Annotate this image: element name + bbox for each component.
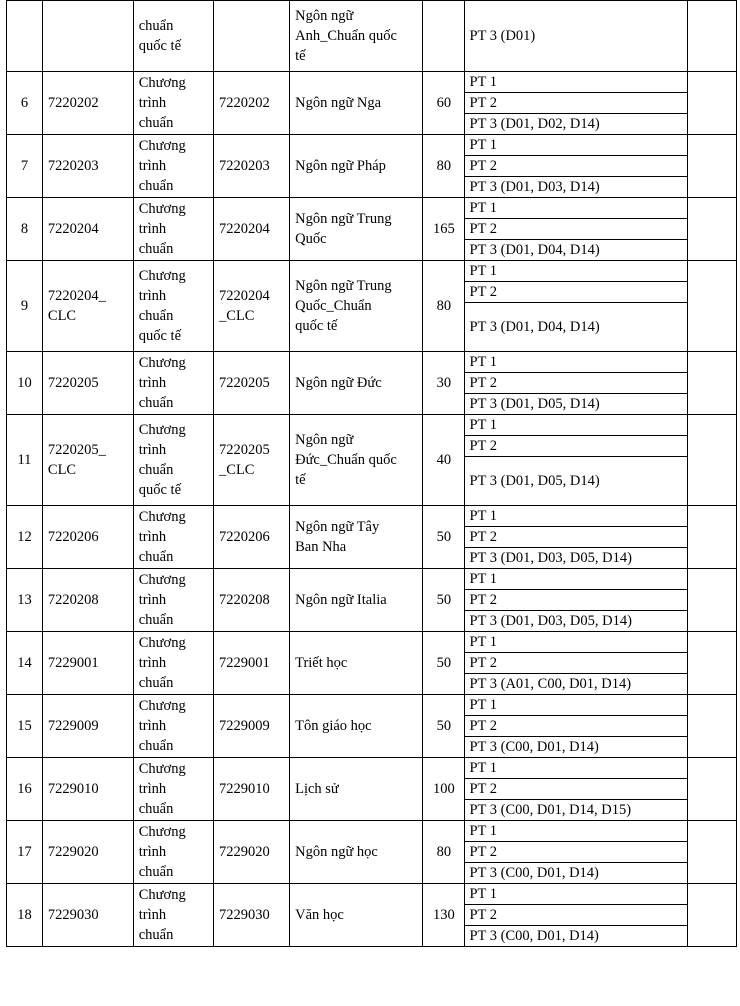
admission-code: 7229020 — [42, 821, 133, 884]
program-line: Chương — [138, 887, 186, 903]
admission-code: 7229030 — [42, 884, 133, 947]
major-name-line: Ngôn ngữ — [295, 8, 354, 24]
program-line: trình — [138, 655, 167, 671]
row-number: 17 — [7, 821, 43, 884]
program-type — [133, 758, 213, 821]
admission-method: PT 2 — [465, 842, 688, 863]
empty-cell — [688, 415, 737, 506]
program-type — [133, 198, 213, 261]
major-name — [290, 506, 423, 569]
program-line: Chương — [138, 355, 186, 371]
program-type — [133, 72, 213, 135]
admission-method: PT 1 — [465, 695, 688, 716]
major-name-line: Lịch sử — [295, 781, 339, 797]
admission-method: PT 1 — [465, 415, 688, 436]
major-code: 7229009 — [214, 695, 290, 758]
admission-method: PT 3 (D01, D05, D14) — [465, 394, 688, 415]
table-row — [7, 569, 737, 590]
row-number: 6 — [7, 72, 43, 135]
program-type — [133, 261, 213, 352]
admission-method: PT 3 (C00, D01, D14) — [465, 863, 688, 884]
admission-method: PT 2 — [465, 373, 688, 394]
program-type — [133, 1, 213, 72]
table-row — [7, 758, 737, 779]
row-number: 16 — [7, 758, 43, 821]
program-line: chuẩn — [138, 801, 174, 817]
program-line: trình — [138, 288, 167, 304]
program-line: Chương — [138, 75, 186, 91]
program-line: chuẩn — [138, 178, 174, 194]
quota: 50 — [423, 506, 465, 569]
program-line: chuẩn — [138, 738, 174, 754]
table-row — [7, 821, 737, 842]
admission-code: 7229001 — [42, 632, 133, 695]
program-line: trình — [138, 529, 167, 545]
major-code: 7229020 — [214, 821, 290, 884]
major-name-line: quốc tế — [295, 318, 338, 334]
admission-table — [6, 0, 737, 947]
empty-cell — [688, 632, 737, 695]
admission-code: 7220205 — [42, 352, 133, 415]
major-name-line: Ngôn ngữ Trung — [295, 211, 392, 227]
major-code: 7220208 — [214, 569, 290, 632]
row-number: 9 — [7, 261, 43, 352]
row-number: 12 — [7, 506, 43, 569]
major-name-line: Văn học — [295, 907, 344, 923]
quota: 80 — [423, 135, 465, 198]
admission-method: PT 1 — [465, 352, 688, 373]
major-name — [290, 569, 423, 632]
empty-cell — [688, 884, 737, 947]
empty-cell — [688, 261, 737, 352]
program-line: chuẩn — [138, 308, 174, 324]
admission-method: PT 2 — [465, 905, 688, 926]
quota: 130 — [423, 884, 465, 947]
quota: 30 — [423, 352, 465, 415]
major-code: 7220206 — [214, 506, 290, 569]
admission-method: PT 2 — [465, 282, 688, 303]
empty-cell — [688, 758, 737, 821]
quota: 50 — [423, 695, 465, 758]
table-row — [7, 352, 737, 373]
major-code: 7220204 — [214, 198, 290, 261]
admission-method: PT 1 — [465, 758, 688, 779]
program-line: Chương — [138, 138, 186, 154]
empty-cell — [688, 72, 737, 135]
admission-code: 7220204_ CLC — [42, 261, 133, 352]
major-name — [290, 695, 423, 758]
program-type — [133, 884, 213, 947]
admission-method: PT 3 (D01, D02, D14) — [465, 114, 688, 135]
admission-method: PT 1 — [465, 821, 688, 842]
quota: 40 — [423, 415, 465, 506]
row-number: 14 — [7, 632, 43, 695]
major-name — [290, 632, 423, 695]
empty-cell — [688, 135, 737, 198]
quota — [423, 1, 465, 72]
empty-cell — [688, 352, 737, 415]
major-name-line: tế — [295, 48, 306, 64]
table-row — [7, 632, 737, 653]
program-line: chuẩn — [138, 462, 174, 478]
major-name-line: Quốc — [295, 231, 327, 247]
empty-cell — [688, 821, 737, 884]
program-type — [133, 506, 213, 569]
admission-method: PT 3 (A01, C00, D01, D14) — [465, 674, 688, 695]
major-name-line: Ngôn ngữ — [295, 432, 354, 448]
admission-method: PT 1 — [465, 135, 688, 156]
program-line: Chương — [138, 268, 186, 284]
program-line: chuẩn — [138, 115, 174, 131]
quota: 60 — [423, 72, 465, 135]
program-line: quốc tế — [138, 38, 182, 54]
admission-code: 7220208 — [42, 569, 133, 632]
empty-cell — [688, 198, 737, 261]
major-code: 7220203 — [214, 135, 290, 198]
table-row — [7, 198, 737, 219]
program-type — [133, 569, 213, 632]
row-number — [7, 1, 43, 72]
program-line: Chương — [138, 422, 186, 438]
row-number: 7 — [7, 135, 43, 198]
admission-code — [42, 1, 133, 72]
program-line: chuẩn — [138, 241, 174, 257]
admission-method: PT 2 — [465, 156, 688, 177]
table-row — [7, 884, 737, 905]
row-number: 11 — [7, 415, 43, 506]
major-code: 7220205 — [214, 352, 290, 415]
empty-cell — [688, 695, 737, 758]
major-name-line: Ngôn ngữ Đức — [295, 375, 382, 391]
major-name-line: Đức_Chuẩn quốc — [295, 452, 397, 468]
major-name — [290, 352, 423, 415]
admission-method: PT 3 (C00, D01, D14) — [465, 737, 688, 758]
program-line: trình — [138, 375, 167, 391]
admission-code: 7229009 — [42, 695, 133, 758]
program-line: quốc tế — [138, 328, 182, 344]
program-line: trình — [138, 221, 167, 237]
major-name — [290, 72, 423, 135]
program-line: chuẩn — [138, 549, 174, 565]
program-line: trình — [138, 844, 167, 860]
program-line: chuẩn — [138, 395, 174, 411]
admission-method: PT 3 (D01, D03, D05, D14) — [465, 611, 688, 632]
major-name-line: Ngôn ngữ Tây — [295, 519, 380, 535]
program-line: trình — [138, 95, 167, 111]
major-name — [290, 821, 423, 884]
admission-method: PT 2 — [465, 219, 688, 240]
program-line: trình — [138, 718, 167, 734]
program-line: chuẩn — [138, 864, 174, 880]
major-name-line: Ban Nha — [295, 539, 347, 555]
admission-method: PT 1 — [465, 261, 688, 282]
major-code: 7229030 — [214, 884, 290, 947]
empty-cell — [688, 1, 737, 72]
program-line: Chương — [138, 761, 186, 777]
program-line: trình — [138, 592, 167, 608]
admission-method: PT 2 — [465, 93, 688, 114]
major-name — [290, 261, 423, 352]
quota: 100 — [423, 758, 465, 821]
table-row — [7, 72, 737, 93]
major-name-line: Ngôn ngữ học — [295, 844, 378, 860]
major-name — [290, 135, 423, 198]
program-type — [133, 632, 213, 695]
admission-method: PT 3 (C00, D01, D14, D15) — [465, 800, 688, 821]
admission-method: PT 3 (D01, D04, D14) — [465, 303, 688, 352]
admission-method: PT 2 — [465, 527, 688, 548]
quota: 80 — [423, 261, 465, 352]
admission-method: PT 1 — [465, 198, 688, 219]
admission-code: 7220206 — [42, 506, 133, 569]
major-name — [290, 758, 423, 821]
program-type — [133, 695, 213, 758]
table-row — [7, 261, 737, 282]
admission-method: PT 3 (D01, D03, D05, D14) — [465, 548, 688, 569]
quota: 165 — [423, 198, 465, 261]
major-name-line: tế — [295, 472, 306, 488]
table-row — [7, 415, 737, 436]
program-line: Chương — [138, 509, 186, 525]
major-code: 7229001 — [214, 632, 290, 695]
admission-code: 7220205_ CLC — [42, 415, 133, 506]
major-name — [290, 884, 423, 947]
row-number: 18 — [7, 884, 43, 947]
row-number: 15 — [7, 695, 43, 758]
major-code: 7220205 _CLC — [214, 415, 290, 506]
major-name-line: Quốc_Chuẩn — [295, 298, 372, 314]
row-number: 13 — [7, 569, 43, 632]
table-body — [7, 1, 737, 947]
admission-method: PT 2 — [465, 779, 688, 800]
table-row — [7, 1, 737, 72]
major-code: 7220202 — [214, 72, 290, 135]
admission-method: PT 3 (D01) — [465, 1, 688, 72]
admission-method: PT 1 — [465, 884, 688, 905]
empty-cell — [688, 506, 737, 569]
program-line: Chương — [138, 698, 186, 714]
admission-method: PT 3 (C00, D01, D14) — [465, 926, 688, 947]
admission-method: PT 2 — [465, 653, 688, 674]
program-line: chuẩn — [138, 18, 174, 34]
program-line: trình — [138, 907, 167, 923]
quota: 50 — [423, 569, 465, 632]
major-name — [290, 415, 423, 506]
major-code: 7229010 — [214, 758, 290, 821]
major-name — [290, 198, 423, 261]
program-type — [133, 135, 213, 198]
major-name-line: Triết học — [295, 655, 348, 671]
program-line: Chương — [138, 201, 186, 217]
major-name-line: Ngôn ngữ Trung — [295, 278, 392, 294]
admission-method: PT 3 (D01, D05, D14) — [465, 457, 688, 506]
program-type — [133, 821, 213, 884]
program-type — [133, 415, 213, 506]
admission-method: PT 1 — [465, 569, 688, 590]
admission-method: PT 1 — [465, 632, 688, 653]
major-name-line: Anh_Chuẩn quốc — [295, 28, 397, 44]
program-line: trình — [138, 158, 167, 174]
admission-code: 7220203 — [42, 135, 133, 198]
major-name-line: Tôn giáo học — [295, 718, 372, 734]
admission-code: 7220204 — [42, 198, 133, 261]
row-number: 8 — [7, 198, 43, 261]
program-line: chuẩn — [138, 675, 174, 691]
admission-code: 7220202 — [42, 72, 133, 135]
quota: 80 — [423, 821, 465, 884]
major-name — [290, 1, 423, 72]
program-type — [133, 352, 213, 415]
major-code — [214, 1, 290, 72]
admission-method: PT 2 — [465, 590, 688, 611]
major-name-line: Ngôn ngữ Pháp — [295, 158, 386, 174]
table-row — [7, 506, 737, 527]
major-name-line: Ngôn ngữ Italia — [295, 592, 387, 608]
admission-method: PT 2 — [465, 716, 688, 737]
admission-method: PT 3 (D01, D04, D14) — [465, 240, 688, 261]
program-line: chuẩn — [138, 612, 174, 628]
quota: 50 — [423, 632, 465, 695]
admission-method: PT 1 — [465, 506, 688, 527]
program-line: chuẩn — [138, 927, 174, 943]
major-code: 7220204 _CLC — [214, 261, 290, 352]
program-line: trình — [138, 781, 167, 797]
row-number: 10 — [7, 352, 43, 415]
empty-cell — [688, 569, 737, 632]
program-line: Chương — [138, 572, 186, 588]
table-row — [7, 695, 737, 716]
admission-code: 7229010 — [42, 758, 133, 821]
admission-method: PT 1 — [465, 72, 688, 93]
program-line: Chương — [138, 635, 186, 651]
admission-method: PT 2 — [465, 436, 688, 457]
major-name-line: Ngôn ngữ Nga — [295, 95, 382, 111]
program-line: trình — [138, 442, 167, 458]
admission-method: PT 3 (D01, D03, D14) — [465, 177, 688, 198]
program-line: Chương — [138, 824, 186, 840]
program-line: quốc tế — [138, 482, 182, 498]
table-row — [7, 135, 737, 156]
